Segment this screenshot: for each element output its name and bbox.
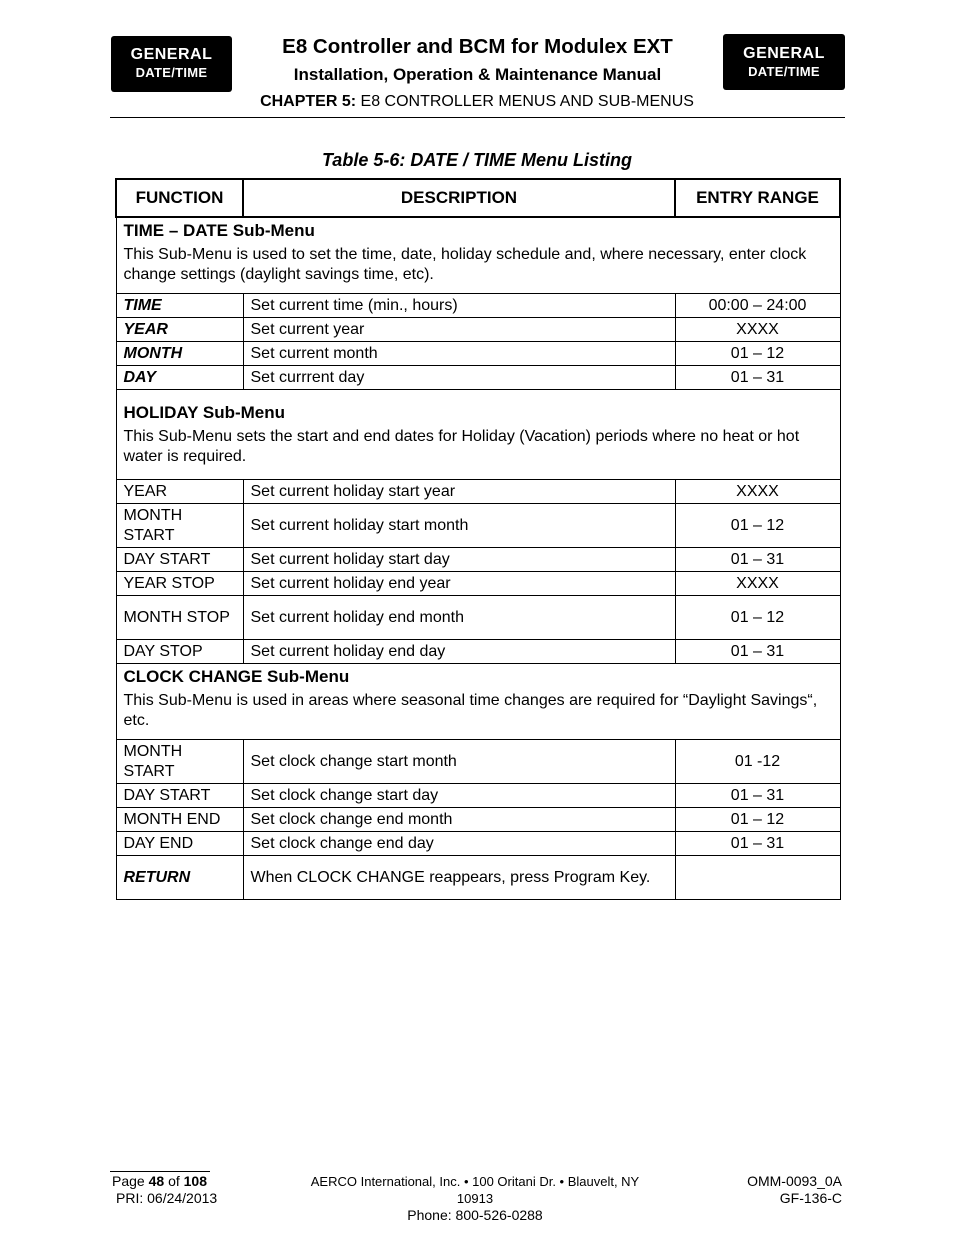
table-header-row (116, 179, 840, 217)
form-id: GF-136-C (779, 1190, 842, 1206)
range-cell: 01 – 12 (675, 504, 840, 548)
range-cell: 01 – 12 (675, 808, 840, 832)
page-number: 48 (148, 1173, 165, 1189)
section-badge-right (723, 34, 845, 90)
table-row (116, 740, 840, 784)
badge-line1: GENERAL (743, 45, 825, 62)
section-row-time-date (116, 217, 840, 294)
description-cell: Set clock change start month (243, 740, 675, 784)
description-cell: Set clock change end month (243, 808, 675, 832)
description-cell: When CLOCK CHANGE reappears, press Program Key. (243, 856, 675, 900)
table-row (116, 548, 840, 572)
chapter-heading (110, 93, 844, 111)
section-cell (116, 664, 840, 740)
description-cell: Set current year (243, 318, 675, 342)
section-row-clock-change (116, 664, 840, 740)
table-row (116, 640, 840, 664)
badge-line2: DATE/TIME (748, 64, 820, 79)
section-title: HOLIDAY Sub-Menu (123, 403, 286, 422)
description-cell: Set current holiday start month (243, 504, 675, 548)
description-cell: Set current holiday end month (243, 596, 675, 640)
table-row (116, 366, 840, 390)
table-row (116, 294, 840, 318)
document-title: E8 Controller and BCM for Modulex EXT (282, 35, 673, 58)
function-cell: MONTH (116, 342, 243, 366)
table-row (116, 318, 840, 342)
company-address: AERCO International, Inc. • 100 Oritani Dr. • Blauvelt, NY 10913 (310, 1174, 640, 1206)
section-cell (116, 390, 840, 480)
header-divider (110, 117, 845, 118)
section-row-holiday (116, 390, 840, 480)
badge-line1: GENERAL (130, 46, 213, 63)
table-row (116, 832, 840, 856)
function-cell: YEAR (116, 318, 243, 342)
footer-left (112, 1173, 217, 1207)
footer-center (300, 1173, 650, 1224)
function-cell: YEAR STOP (116, 572, 243, 596)
page-total: 108 (183, 1173, 207, 1189)
function-cell: TIME (116, 294, 243, 318)
function-cell: YEAR (116, 480, 243, 504)
range-cell: 01 – 31 (675, 640, 840, 664)
description-cell: Set current holiday end day (243, 640, 675, 664)
description-cell: Set current time (min., hours) (243, 294, 675, 318)
section-title: CLOCK CHANGE Sub-Menu (123, 667, 350, 686)
chapter-text: E8 CONTROLLER MENUS AND SUB-MENUS (360, 93, 694, 110)
page-indicator (112, 1173, 217, 1190)
table-row (116, 342, 840, 366)
description-cell: Set current holiday start day (243, 548, 675, 572)
chapter-label: CHAPTER 5: (260, 93, 357, 110)
description-cell: Set currrent day (243, 366, 675, 390)
function-cell: DAY START (116, 548, 243, 572)
function-cell: DAY (116, 366, 243, 390)
document-id: OMM-0093_0A (747, 1173, 842, 1189)
range-cell: 01 – 31 (675, 366, 840, 390)
section-description: This Sub-Menu is used to set the time, date, holiday schedule and, where necessary, enter clock change settings (daylight savings time, etc). (123, 246, 807, 283)
function-cell: DAY START (116, 784, 243, 808)
range-cell: XXXX (675, 480, 840, 504)
pri-date: PRI: 06/24/2013 (116, 1190, 218, 1206)
document-subtitle: Installation, Operation & Maintenance Manual (293, 65, 662, 84)
description-cell: Set current month (243, 342, 675, 366)
range-cell (675, 856, 840, 900)
date-time-menu-table (115, 178, 841, 900)
description-cell: Set clock change end day (243, 832, 675, 856)
range-cell: XXXX (675, 572, 840, 596)
range-cell: 01 – 12 (675, 342, 840, 366)
table-row (116, 596, 840, 640)
return-row (116, 856, 840, 900)
function-cell: DAY END (116, 832, 243, 856)
function-cell: MONTH END (116, 808, 243, 832)
description-cell: Set current holiday start year (243, 480, 675, 504)
range-cell: 01 -12 (675, 740, 840, 784)
range-cell: 00:00 – 24:00 (675, 294, 840, 318)
badge-line2: DATE/TIME (135, 65, 208, 80)
range-cell: XXXX (675, 318, 840, 342)
header-function: FUNCTION (116, 179, 243, 217)
function-cell: MONTH START (116, 504, 243, 548)
description-cell: Set clock change start day (243, 784, 675, 808)
table-row (116, 504, 840, 548)
footer-divider (110, 1171, 210, 1172)
function-cell: RETURN (116, 856, 243, 900)
function-cell: DAY STOP (116, 640, 243, 664)
page-of: of (168, 1173, 180, 1189)
range-cell: 01 – 12 (675, 596, 840, 640)
page-prefix: Page (112, 1173, 145, 1189)
function-cell: MONTH START (116, 740, 243, 784)
section-description: This Sub-Menu is used in areas where seasonal time changes are required for “Daylight Savings“, etc. (123, 692, 818, 729)
header-entry-range: ENTRY RANGE (675, 179, 840, 217)
range-cell: 01 – 31 (675, 548, 840, 572)
table-row (116, 480, 840, 504)
description-cell: Set current holiday end year (243, 572, 675, 596)
footer-right (747, 1173, 842, 1207)
section-title: TIME – DATE Sub-Menu (123, 221, 315, 240)
table-caption: Table 5-6: DATE / TIME Menu Listing (321, 150, 632, 170)
range-cell: 01 – 31 (675, 832, 840, 856)
table-row (116, 784, 840, 808)
section-badge-left (111, 36, 232, 92)
function-cell: MONTH STOP (116, 596, 243, 640)
header-description: DESCRIPTION (243, 179, 675, 217)
section-cell (116, 217, 840, 294)
section-description: This Sub-Menu sets the start and end dates for Holiday (Vacation) periods where no heat or hot water is required. (123, 428, 800, 465)
table-row (116, 572, 840, 596)
range-cell: 01 – 31 (675, 784, 840, 808)
company-phone: Phone: 800-526-0288 (407, 1207, 543, 1223)
table-row (116, 808, 840, 832)
